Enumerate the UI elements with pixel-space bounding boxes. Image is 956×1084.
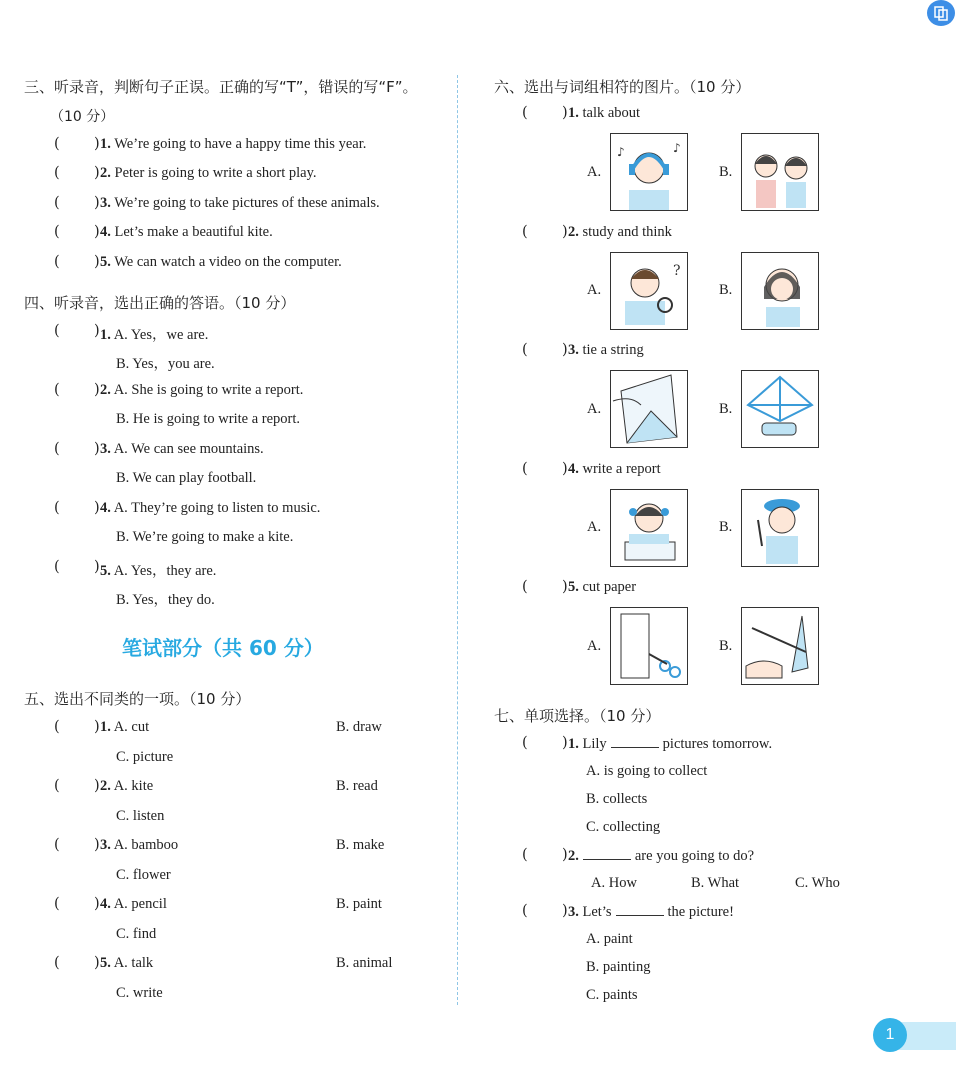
option-a: A. kite xyxy=(113,778,154,794)
answer-paren-open[interactable]: ( xyxy=(54,382,60,398)
item-number: 3. xyxy=(568,904,579,920)
picture-folding-paper[interactable] xyxy=(610,370,688,448)
item-number: 5. xyxy=(100,563,111,579)
girl-image xyxy=(742,253,818,329)
option-a-label: A. xyxy=(587,282,602,298)
question-text-post: are you going to do? xyxy=(634,848,755,864)
answer-paren-open[interactable]: ( xyxy=(54,323,60,339)
app-corner-button[interactable] xyxy=(927,0,955,26)
svg-text:?: ? xyxy=(673,263,681,279)
option-c: C. flower xyxy=(116,867,171,883)
item-text: tie a string xyxy=(582,342,644,358)
answer-paren-open[interactable]: ( xyxy=(522,461,528,477)
option-a: A. Yes，they are. xyxy=(113,563,217,579)
boy-magnifier-image xyxy=(611,253,687,329)
option-a-label: A. xyxy=(587,401,602,417)
list-item xyxy=(54,778,434,828)
page-number: 1 xyxy=(873,1018,907,1052)
section-4-title: 四、听录音，选出正确的答语。（10 分） xyxy=(24,294,296,312)
answer-paren-close: ) xyxy=(94,778,100,794)
option-a: A. How xyxy=(591,875,637,891)
answer-paren-open[interactable]: ( xyxy=(522,579,528,595)
option-b: B. Yes，they do. xyxy=(116,592,215,608)
girls-talking-image xyxy=(742,134,818,210)
option-b-label: B. xyxy=(719,638,733,654)
answer-paren-close: ) xyxy=(562,735,568,751)
answer-paren-close: ) xyxy=(94,224,100,240)
answer-paren-close: ) xyxy=(562,461,568,477)
picture-hands-scissors[interactable] xyxy=(741,607,819,685)
option-a: A. Yes，we are. xyxy=(113,327,209,343)
answer-paren-open[interactable]: ( xyxy=(522,735,528,751)
picture-boy-thinking[interactable] xyxy=(610,252,688,330)
section-3-score: （10 分） xyxy=(50,109,115,125)
answer-paren-open[interactable]: ( xyxy=(54,837,60,853)
option-b: B. read xyxy=(336,778,378,794)
item-number: 2. xyxy=(568,224,579,240)
option-a: A. They’re going to listen to music. xyxy=(113,500,321,516)
answer-paren-open[interactable]: ( xyxy=(522,342,528,358)
written-part-title: 笔试部分（共 60 分） xyxy=(122,636,324,660)
item-number: 4. xyxy=(100,896,111,912)
answer-paren-close: ) xyxy=(94,323,100,339)
answer-paren-close: ) xyxy=(94,896,100,912)
picture-girl-painter[interactable] xyxy=(741,489,819,567)
option-c: C. find xyxy=(116,926,157,942)
option-b: B. draw xyxy=(336,719,382,735)
option-a: A. She is going to write a report. xyxy=(113,382,304,398)
answer-blank[interactable] xyxy=(611,735,659,748)
option-c: C. listen xyxy=(116,808,165,824)
answer-blank[interactable] xyxy=(616,903,664,916)
picture-girl-writing[interactable] xyxy=(610,489,688,567)
answer-paren-open[interactable]: ( xyxy=(54,441,60,457)
item-text: We’re going to have a happy time this year. xyxy=(114,136,367,152)
option-b: B. What xyxy=(691,875,740,891)
item-number: 4. xyxy=(100,500,111,516)
answer-paren-open[interactable]: ( xyxy=(54,195,60,211)
item-number: 5. xyxy=(100,955,111,971)
option-b-label: B. xyxy=(719,401,733,417)
answer-paren-open[interactable]: ( xyxy=(522,105,528,121)
option-c: C. collecting xyxy=(586,819,661,835)
option-b: B. paint xyxy=(336,896,382,912)
item-text: We’re going to take pictures of these animals. xyxy=(114,195,380,211)
item-number: 3. xyxy=(100,837,111,853)
option-b-label: B. xyxy=(719,282,733,298)
answer-paren-close: ) xyxy=(562,903,568,919)
section-5-title: 五、选出不同类的一项。（10 分） xyxy=(24,690,251,708)
answer-paren-open[interactable]: ( xyxy=(522,847,528,863)
option-b: B. He is going to write a report. xyxy=(116,411,301,427)
answer-blank[interactable] xyxy=(583,847,631,860)
answer-paren-close: ) xyxy=(562,224,568,240)
option-a: A. pencil xyxy=(113,896,167,912)
item-number: 1. xyxy=(100,719,111,735)
answer-paren-open[interactable]: ( xyxy=(54,559,60,575)
svg-text:♪: ♪ xyxy=(617,145,625,159)
option-a-label: A. xyxy=(587,164,602,180)
answer-paren-open[interactable]: ( xyxy=(54,955,60,971)
answer-paren-close: ) xyxy=(562,105,568,121)
option-b: B. collects xyxy=(586,791,648,807)
option-a-label: A. xyxy=(587,638,602,654)
answer-paren-close: ) xyxy=(94,254,100,270)
option-a: A. We can see mountains. xyxy=(113,441,264,457)
option-b-label: B. xyxy=(719,164,733,180)
item-number: 5. xyxy=(568,579,579,595)
list-item xyxy=(54,719,434,769)
option-c: C. write xyxy=(116,985,163,1001)
answer-paren-close: ) xyxy=(94,500,100,516)
option-a: A. bamboo xyxy=(113,837,179,853)
question-text-pre: Lily xyxy=(582,736,607,752)
hands-cutting-image xyxy=(742,608,818,684)
section-3-title: 三、听录音，判断句子正误。正确的写“T”，错误的写“F”。 xyxy=(24,78,418,96)
option-a-label: A. xyxy=(587,519,602,535)
list-item xyxy=(54,955,434,1005)
item-text: Let’s make a beautiful kite. xyxy=(114,224,273,240)
picture-girl-painting[interactable] xyxy=(741,252,819,330)
item-text: We can watch a video on the computer. xyxy=(114,254,342,270)
question-text-post: pictures tomorrow. xyxy=(662,736,773,752)
answer-paren-open[interactable]: ( xyxy=(54,778,60,794)
answer-paren-close: ) xyxy=(94,837,100,853)
picture-headphones-girl[interactable] xyxy=(610,133,688,211)
item-number: 3. xyxy=(100,441,111,457)
option-b: B. We can play football. xyxy=(116,470,257,486)
option-c: C. paints xyxy=(586,987,638,1003)
item-number: 2. xyxy=(100,165,111,181)
picture-two-girls-talking[interactable] xyxy=(741,133,819,211)
option-c: C. picture xyxy=(116,749,174,765)
item-number: 3. xyxy=(568,342,579,358)
section-6-title: 六、选出与词组相符的图片。（10 分） xyxy=(494,78,751,96)
section-7-title: 七、单项选择。（10 分） xyxy=(494,707,661,725)
item-number: 5. xyxy=(100,254,111,270)
answer-paren-close: ) xyxy=(94,719,100,735)
item-number: 3. xyxy=(100,195,111,211)
answer-paren-close: ) xyxy=(562,579,568,595)
answer-paren-open[interactable]: ( xyxy=(54,896,60,912)
answer-paren-close: ) xyxy=(562,847,568,863)
answer-paren-open[interactable]: ( xyxy=(54,719,60,735)
option-c: C. Who xyxy=(795,875,840,891)
item-number: 2. xyxy=(100,382,111,398)
item-text: Peter is going to write a short play. xyxy=(114,165,317,181)
svg-text:♪: ♪ xyxy=(673,141,681,155)
answer-paren-close: ) xyxy=(94,441,100,457)
girl-writing-image xyxy=(611,490,687,566)
answer-paren-close: ) xyxy=(94,559,100,575)
option-b: B. We’re going to make a kite. xyxy=(116,529,294,545)
answer-paren-open[interactable]: ( xyxy=(54,500,60,516)
answer-paren-open[interactable]: ( xyxy=(54,224,60,240)
answer-paren-close: ) xyxy=(94,136,100,152)
answer-paren-open[interactable]: ( xyxy=(54,254,60,270)
item-text: talk about xyxy=(582,105,641,121)
item-number: 4. xyxy=(100,224,111,240)
item-text: cut paper xyxy=(582,579,637,595)
girl-headphones-image xyxy=(611,134,687,210)
document-icon xyxy=(927,0,955,26)
option-b-label: B. xyxy=(719,519,733,535)
item-number: 1. xyxy=(100,136,111,152)
answer-paren-close: ) xyxy=(94,165,100,181)
answer-paren-close: ) xyxy=(562,342,568,358)
item-number: 4. xyxy=(568,461,579,477)
kite-frame-image xyxy=(742,371,818,447)
option-a: A. is going to collect xyxy=(586,763,708,779)
item-number: 1. xyxy=(568,105,579,121)
option-b: B. Yes，you are. xyxy=(116,356,215,372)
list-item xyxy=(54,837,434,887)
option-b: B. painting xyxy=(586,959,651,975)
option-a: A. paint xyxy=(586,931,633,947)
option-b: B. make xyxy=(336,837,385,853)
item-text: study and think xyxy=(582,224,672,240)
answer-paren-open[interactable]: ( xyxy=(54,165,60,181)
picture-tie-string-kite[interactable] xyxy=(741,370,819,448)
answer-paren-close: ) xyxy=(94,955,100,971)
option-a: A. cut xyxy=(113,719,150,735)
question-text-post: the picture! xyxy=(667,904,734,920)
option-b: B. animal xyxy=(336,955,393,971)
question-text-pre: Let’s xyxy=(582,904,612,920)
item-number: 2. xyxy=(100,778,111,794)
item-number: 1. xyxy=(100,327,111,343)
answer-paren-open[interactable]: ( xyxy=(54,136,60,152)
picture-cut-paper[interactable] xyxy=(610,607,688,685)
item-text: write a report xyxy=(582,461,661,477)
answer-paren-open[interactable]: ( xyxy=(522,224,528,240)
answer-paren-open[interactable]: ( xyxy=(522,903,528,919)
girl-beret-image xyxy=(742,490,818,566)
list-item xyxy=(54,896,434,946)
paper-folding-image xyxy=(611,371,687,447)
answer-paren-close: ) xyxy=(94,195,100,211)
scissors-paper-image xyxy=(611,608,687,684)
option-a: A. talk xyxy=(113,955,154,971)
answer-paren-close: ) xyxy=(94,382,100,398)
column-divider xyxy=(457,75,458,1005)
item-number: 1. xyxy=(568,736,579,752)
item-number: 2. xyxy=(568,848,579,864)
